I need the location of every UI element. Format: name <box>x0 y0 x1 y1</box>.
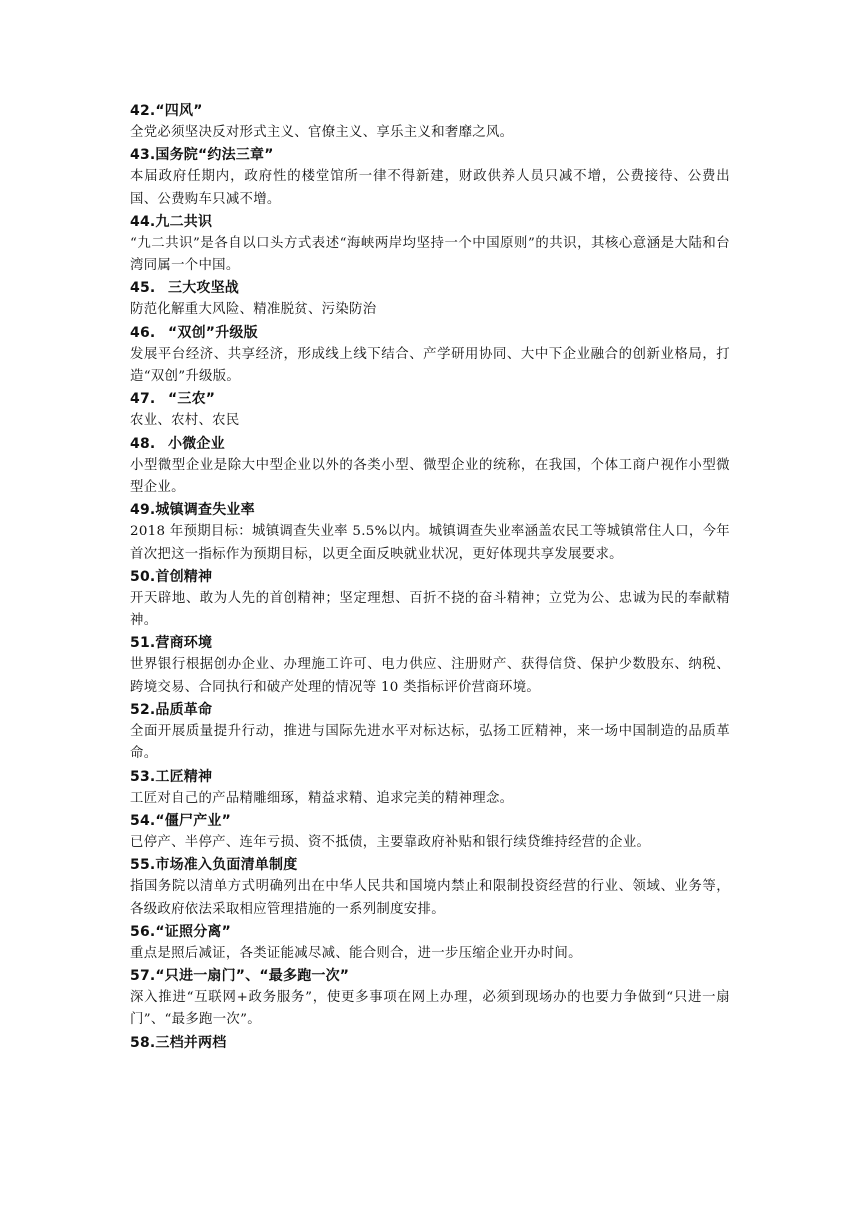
entry-heading <box>130 322 730 344</box>
entry-body: 防范化解重大风险、精准脱贫、污染防治 <box>130 302 377 318</box>
entry-title: “三农” <box>168 391 216 408</box>
entry-number: 54. <box>130 812 156 829</box>
glossary-entry <box>130 144 730 211</box>
entry-number: 55. <box>130 857 156 874</box>
glossary-entry <box>130 277 730 321</box>
entry-body: 已停产、半停产、连年亏损、资不抵债，主要靠政府补贴和银行续贷维持经营的企业。 <box>130 834 651 850</box>
entry-title: 九二共识 <box>155 213 213 230</box>
entry-body: 世界银行根据创办企业、办理施工许可、电力供应、注册财产、获得信贷、保护少数股东、纳税、跨境交易、合同执行和破产处理的情况等 10 类指标评价营商环境。 <box>130 657 730 695</box>
entry-number: 52. <box>130 702 156 719</box>
entry-heading <box>130 100 730 122</box>
glossary-entry <box>130 965 730 1032</box>
entry-title: “四风” <box>155 103 203 119</box>
entry-heading <box>130 566 730 588</box>
glossary-entry <box>130 632 730 699</box>
glossary-entry <box>130 1032 730 1054</box>
glossary-entry <box>130 499 730 566</box>
entry-heading <box>130 388 730 410</box>
entry-heading <box>130 144 730 166</box>
entry-title: 首创精神 <box>155 568 213 585</box>
entry-number: 44. <box>130 213 156 230</box>
entry-body: 本届政府任期内，政府性的楼堂馆所一律不得新建，财政供养人员只减不增，公费接待、公费出国、公费购车只减不增。 <box>130 169 730 207</box>
entry-number: 51. <box>130 635 156 652</box>
entry-body: 农业、农村、农民 <box>130 413 240 429</box>
entry-title: 国务院“约法三章” <box>155 147 274 164</box>
entry-heading <box>130 211 730 233</box>
entry-heading <box>130 433 730 455</box>
entry-body: 工匠对自己的产品精雕细琢，精益求精、追求完美的精神理念。 <box>130 790 514 806</box>
entry-heading <box>130 632 730 654</box>
entry-title: 市场准入负面清单制度 <box>155 857 298 874</box>
entry-number: 56. <box>130 923 156 940</box>
entry-title: “僵尸产业” <box>155 812 232 829</box>
entry-body: “九二共识”是各自以口头方式表述“海峡两岸均坚持一个中国原则”的共识，其核心意涵是大陆和台湾同属一个中国。 <box>130 235 730 274</box>
entry-heading <box>130 499 730 521</box>
entry-title: 城镇调查失业率 <box>155 502 255 519</box>
entry-body: 开天辟地、敢为人先的首创精神；坚定理想、百折不挠的奋斗精神；立党为公、忠诚为民的奉献精神。 <box>130 590 730 629</box>
entry-number: 45. <box>130 280 156 297</box>
entry-number: 53. <box>130 768 156 785</box>
entry-number: 47. <box>130 391 156 408</box>
entry-body: 全面开展质量提升行动，推进与国际先进水平对标达标，弘扬工匠精神，来一场中国制造的品质革命。 <box>130 724 730 762</box>
entry-body: 深入推进“互联网+政务服务”，使更多事项在网上办理，必须到现场办的也要力争做到“只进一扇门”、“最多跑一次”。 <box>130 990 730 1028</box>
glossary-entry <box>130 921 730 965</box>
entry-number: 43. <box>130 147 156 164</box>
glossary-entry <box>130 766 730 810</box>
entry-title: 品质革命 <box>155 702 213 719</box>
entry-number: 46. <box>130 324 156 341</box>
glossary-entry <box>130 388 730 432</box>
entry-body: 小型微型企业是除大中型企业以外的各类小型、微型企业的统称，在我国，个体工商户视作小型微型企业。 <box>130 457 730 495</box>
entry-title: 营商环境 <box>155 635 213 652</box>
entry-heading <box>130 277 730 299</box>
entry-number: 50. <box>130 568 156 585</box>
entry-heading <box>130 810 730 832</box>
glossary-entry <box>130 100 730 144</box>
glossary-entry <box>130 810 730 854</box>
entry-heading <box>130 921 730 943</box>
entry-title: 三大攻坚战 <box>168 280 239 297</box>
entry-title: “证照分离” <box>155 923 232 940</box>
entry-heading <box>130 1032 730 1054</box>
document-page <box>130 100 730 1054</box>
entry-title: “双创”升级版 <box>168 324 258 341</box>
entry-body: 指国务院以清单方式明确列出在中华人民共和国境内禁止和限制投资经营的行业、领域、业务等，各级政府依法采取相应管理措施的一系列制度安排。 <box>130 879 730 917</box>
entry-heading <box>130 699 730 721</box>
entry-heading <box>130 766 730 788</box>
glossary-list <box>130 100 730 1054</box>
entry-title: 小微企业 <box>168 435 225 452</box>
glossary-entry <box>130 433 730 500</box>
entry-number: 48. <box>130 435 156 452</box>
glossary-entry <box>130 322 730 389</box>
glossary-entry <box>130 699 730 766</box>
glossary-entry <box>130 566 730 633</box>
entry-number: 42. <box>130 103 156 119</box>
entry-heading <box>130 965 730 987</box>
entry-body: 2018 年预期目标：城镇调查失业率 5.5%以内。城镇调查失业率涵盖农民工等城镇常住人口，今年首次把这一指标作为预期目标，以更全面反映就业状况，更好体现共享发展要求。 <box>130 524 730 562</box>
entry-title: 工匠精神 <box>155 768 213 785</box>
entry-number: 58. <box>130 1034 156 1051</box>
glossary-entry <box>130 211 730 278</box>
entry-number: 49. <box>130 502 156 519</box>
glossary-entry <box>130 854 730 921</box>
entry-title: “只进一扇门”、“最多跑一次” <box>155 968 350 985</box>
entry-title: 三档并两档 <box>155 1034 227 1051</box>
entry-body: 发展平台经济、共享经济，形成线上线下结合、产学研用协同、大中下企业融合的创新业格局，打造“双创”升级版。 <box>130 346 730 385</box>
entry-body: 重点是照后减证，各类证能减尽减、能合则合，进一步压缩企业开办时间。 <box>130 945 582 961</box>
entry-heading <box>130 854 730 876</box>
entry-number: 57. <box>130 968 156 985</box>
entry-body: 全党必须坚决反对形式主义、官僚主义、享乐主义和奢靡之风。 <box>130 125 514 140</box>
